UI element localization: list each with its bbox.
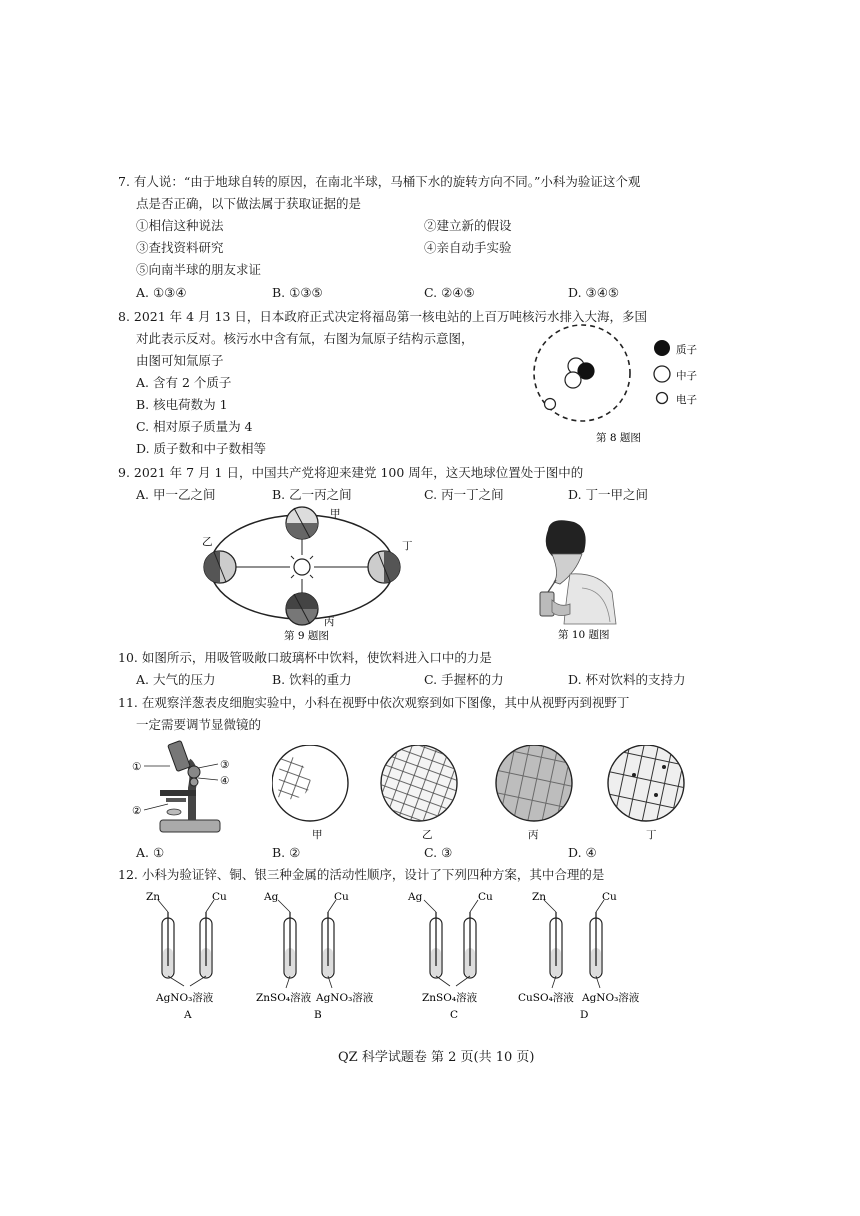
q8-option-d: D. 质子数和中子数相等	[136, 441, 267, 456]
label-ding: 丁	[402, 540, 413, 552]
q7-item-2: ②建立新的假设	[424, 218, 512, 233]
straw	[548, 580, 556, 592]
microscope-base	[160, 820, 220, 832]
q9-stem: 9. 2021 年 7 月 1 日，中国共产党将迎来建党 100 周年，这天地球位置处于图中的	[118, 465, 584, 480]
setup-c-label: C	[450, 1009, 459, 1021]
q10-stem: 10. 如图所示，用吸管吸敞口玻璃杯中饮料，使饮料进入口中的力是	[118, 650, 492, 665]
q8-stem-line2: 对此表示反对。核污水中含有氚，右图为氚原子结构示意图，	[136, 331, 474, 346]
setup-b-left-metal: Ag	[264, 891, 279, 903]
q11-stem-line2: 一定需要调节显微镜的	[136, 717, 262, 732]
label-jia: 甲	[330, 508, 341, 520]
q10-option-b: B. 饮料的重力	[272, 672, 352, 687]
q7-item-4: ④亲自动手实验	[424, 240, 512, 255]
q10-option-a: A. 大气的压力	[136, 672, 216, 687]
q11-option-c: C. ③	[424, 845, 453, 860]
setup-b-solution-left: ZnSO₄溶液	[256, 992, 312, 1004]
q9-option-a: A. 甲一乙之间	[136, 487, 216, 502]
micro-label-3: ③	[220, 759, 230, 771]
q7-stem-line1: 7. 有人说：“由于地球自转的原因，在南北半球，马桶下水的旋转方向不同。”小科为验证这个观	[118, 174, 641, 189]
q9-option-b: B. 乙一丙之间	[272, 487, 352, 502]
q9-option-c: C. 丙一丁之间	[424, 487, 504, 502]
setup-c	[407, 891, 493, 1021]
micro-label-2: ②	[132, 805, 142, 817]
q7-stem-line2: 点是否正确，以下做法属于获取证据的是	[136, 196, 362, 211]
legend-proton-label: 质子	[676, 344, 697, 356]
q8-figure-caption: 第 8 题图	[596, 432, 641, 444]
drinking-straw-figure	[530, 518, 630, 644]
micro-label-4: ④	[220, 775, 230, 787]
label-bing: 丙	[324, 616, 335, 628]
setup-a-solution: AgNO₃溶液	[156, 992, 214, 1004]
body	[564, 574, 616, 624]
view-label-ding: 丁	[646, 829, 657, 841]
legend-electron-icon	[657, 393, 668, 404]
setup-a-right-metal: Cu	[212, 891, 227, 903]
electron	[545, 399, 556, 410]
setup-c-solution: ZnSO₄溶液	[422, 992, 478, 1004]
microscope-tube	[168, 740, 191, 771]
q9-figure-caption: 第 9 题图	[284, 630, 329, 642]
q8-option-b: B. 核电荷数为 1	[136, 397, 228, 412]
q7-item-3: ③查找资料研究	[136, 240, 224, 255]
q7-item-5: ⑤向南半球的朋友求证	[136, 262, 262, 277]
q10-option-d: D. 杯对饮料的支持力	[568, 672, 686, 687]
view-label-yi: 乙	[422, 829, 433, 841]
q11-option-b: B. ②	[272, 845, 301, 860]
setup-b-label: B	[314, 1009, 322, 1021]
microscope-stage	[160, 790, 196, 796]
hair	[546, 520, 586, 558]
page-footer: QZ 科学试题卷 第 2 页(共 10 页)	[338, 1050, 535, 1065]
setup-d-solution-left: CuSO₄溶液	[518, 992, 574, 1004]
setup-a-left-metal: Zn	[146, 891, 161, 903]
legend-neutron-label: 中子	[676, 370, 697, 382]
setup-d-label: D	[580, 1009, 589, 1021]
micro-label-1: ①	[132, 761, 142, 773]
q11-option-a: A. ①	[136, 845, 165, 860]
q8-stem-line3: 由图可知氚原子	[136, 353, 224, 368]
neutron-2	[565, 372, 581, 388]
setup-d-left-metal: Zn	[532, 891, 547, 903]
legend-proton-icon	[654, 340, 670, 356]
q10-option-c: C. 手握杯的力	[424, 672, 504, 687]
setup-b-right-metal: Cu	[334, 891, 349, 903]
fine-adjustment-knob	[190, 778, 198, 786]
tritium-atom-figure	[520, 318, 720, 448]
diaphragm	[166, 798, 186, 802]
view-label-jia: 甲	[312, 829, 323, 841]
setup-b	[256, 891, 374, 1021]
setup-d-solution-right: AgNO₃溶液	[582, 992, 640, 1004]
setup-d-right-metal: Cu	[602, 891, 617, 903]
q8-stem-line1: 8. 2021 年 4 月 13 日，日本政府正式决定将福岛第一核电站的上百万吨核污水排入大海，多国	[118, 309, 647, 324]
earth-position-bing	[286, 593, 318, 625]
q8-option-a: A. 含有 2 个质子	[136, 375, 232, 390]
earth-orbit-figure	[190, 505, 430, 645]
metal-activity-figure	[140, 888, 660, 1028]
q8-option-c: C. 相对原子质量为 4	[136, 419, 253, 434]
setup-d	[518, 891, 640, 1021]
q11-stem-line1: 11. 在观察洋葱表皮细胞实验中，小科在视野中依次观察到如下图像，其中从视野丙到视野丁	[118, 695, 630, 710]
q7-item-1: ①相信这种说法	[136, 218, 224, 233]
legend-electron-label: 电子	[676, 394, 697, 406]
q9-option-d: D. 丁一甲之间	[568, 487, 649, 502]
microscope-figure	[130, 738, 240, 838]
earth-position-yi	[204, 551, 236, 583]
q7-option-b: B. ①③⑤	[272, 285, 323, 300]
setup-c-left-metal: Ag	[408, 891, 423, 903]
q7-option-d: D. ③④⑤	[568, 285, 620, 300]
legend-neutron-icon	[654, 366, 670, 382]
q11-option-d: D. ④	[568, 845, 597, 860]
q12-stem: 12. 小科为验证锌、铜、银三种金属的活动性顺序，设计了下列四种方案，其中合理的是	[118, 867, 605, 882]
microscope-views-figure	[272, 745, 702, 845]
mirror	[167, 809, 181, 815]
view-label-bing: 丙	[528, 829, 539, 841]
setup-a	[146, 891, 227, 1021]
sun-icon	[294, 559, 310, 575]
setup-a-label: A	[184, 1009, 192, 1021]
setup-c-right-metal: Cu	[478, 891, 493, 903]
setup-b-solution-right: AgNO₃溶液	[316, 992, 374, 1004]
earth-position-ding	[368, 551, 400, 583]
q7-option-c: C. ②④⑤	[424, 285, 475, 300]
label-yi: 乙	[202, 536, 213, 548]
q7-option-a: A. ①③④	[136, 285, 187, 300]
earth-position-jia	[286, 507, 318, 539]
q10-figure-caption: 第 10 题图	[558, 629, 610, 641]
